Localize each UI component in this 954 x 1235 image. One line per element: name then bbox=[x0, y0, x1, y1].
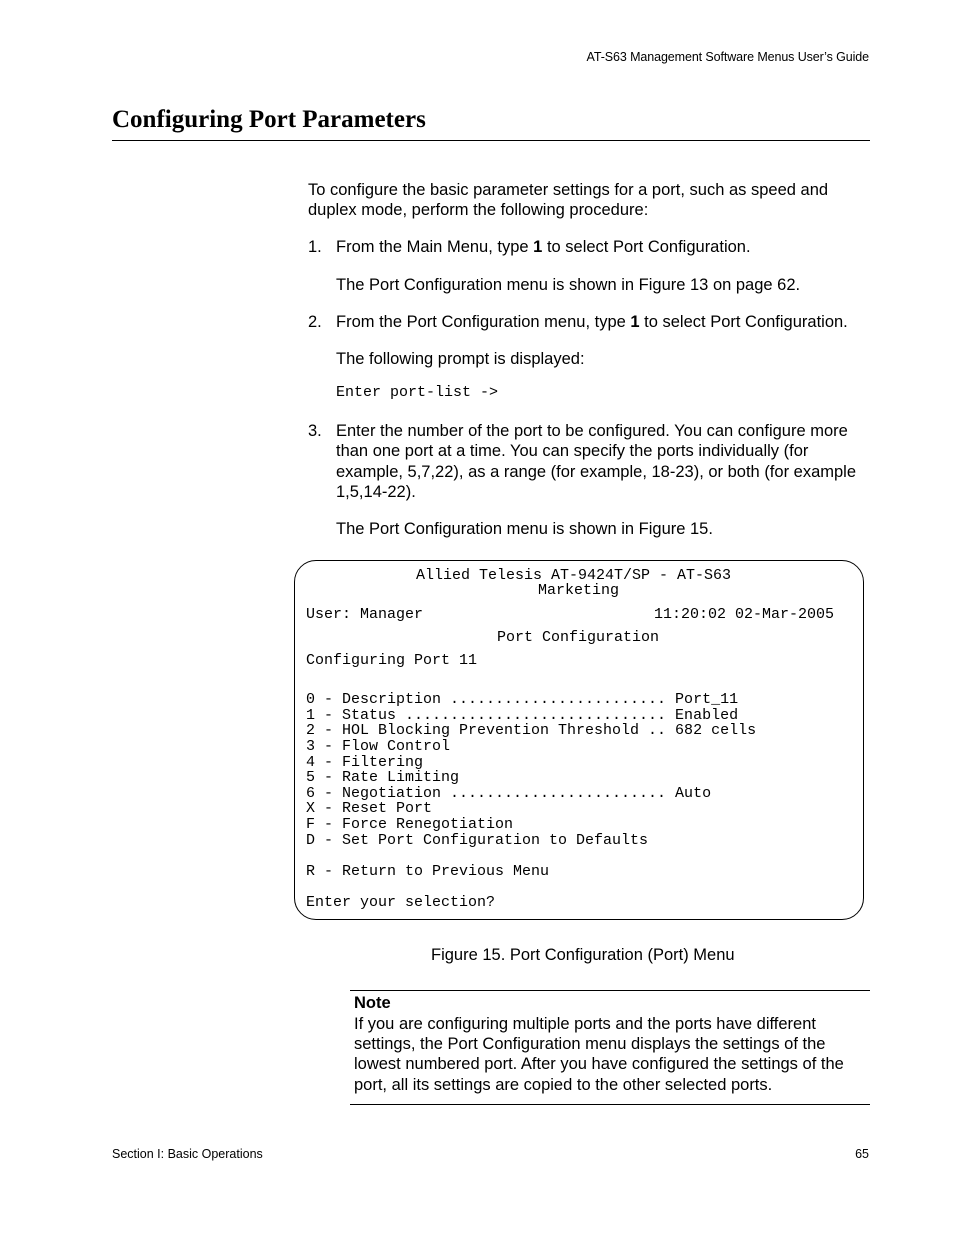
port-list-prompt: Enter port-list -> bbox=[336, 384, 499, 401]
screen-datetime: 11:20:02 02-Mar-2005 bbox=[654, 606, 835, 623]
intro-paragraph: To configure the basic parameter settings for a port, such as speed and duplex mode, perform the following procedure: bbox=[308, 181, 829, 220]
figure-caption: Figure 15. Port Configuration (Port) Menu bbox=[431, 946, 735, 964]
screen-title-line1: Allied Telesis AT-9424T/SP - AT-S63 bbox=[416, 567, 732, 584]
section-title: Configuring Port Parameters bbox=[112, 106, 426, 133]
note-top-rule bbox=[350, 990, 870, 991]
step-2-number: 2. bbox=[308, 313, 322, 331]
title-rule bbox=[112, 140, 870, 141]
screen-subtitle: Configuring Port 11 bbox=[306, 652, 478, 669]
menu-option-negotiation: 6 - Negotiation ........................ Auto bbox=[306, 785, 712, 802]
step-2-text: From the Port Configuration menu, type 1 to select Port Configuration. bbox=[336, 313, 848, 331]
screen-menu-title: Port Configuration bbox=[497, 629, 660, 646]
step-2-followup: The following prompt is displayed: bbox=[336, 350, 585, 368]
menu-option-return: R - Return to Previous Menu bbox=[306, 863, 550, 880]
screen-user: User: Manager bbox=[306, 606, 424, 623]
screen-title-line2: Marketing bbox=[538, 582, 620, 599]
step-3-followup: The Port Configuration menu is shown in Figure 15. bbox=[336, 520, 713, 538]
menu-option-set-defaults: D - Set Port Configuration to Defaults bbox=[306, 832, 649, 849]
note-heading: Note bbox=[354, 994, 391, 1012]
note-body: If you are configuring multiple ports and the ports have different settings, the Port Configuration menu displays the settings of the lowest numbered port. After you have configured the settings of the port, all its settings are copied to the other selected ports. bbox=[354, 1015, 844, 1094]
step-1-number: 1. bbox=[308, 238, 322, 256]
menu-option-filtering: 4 - Filtering bbox=[306, 754, 424, 771]
menu-option-reset-port: X - Reset Port bbox=[306, 800, 433, 817]
footer-section: Section I: Basic Operations bbox=[112, 1147, 263, 1161]
step-1-text: From the Main Menu, type 1 to select Port Configuration. bbox=[336, 238, 751, 256]
page-number: 65 bbox=[855, 1147, 869, 1161]
running-header: AT-S63 Management Software Menus User’s Guide bbox=[586, 50, 869, 64]
menu-option-description: 0 - Description ........................ Port_11 bbox=[306, 691, 739, 708]
note-bottom-rule bbox=[350, 1104, 870, 1105]
menu-option-status: 1 - Status ............................. Enabled bbox=[306, 707, 739, 724]
step-3-text: Enter the number of the port to be configured. You can configure more than one port at a time. You can specify the ports individually (for example, 5,7,22), as a range (for example, 18-23), or both (for example 1,5,14-22). bbox=[336, 422, 857, 501]
menu-option-force-renegotiation: F - Force Renegotiation bbox=[306, 816, 514, 833]
menu-option-rate-limiting: 5 - Rate Limiting bbox=[306, 769, 460, 786]
menu-option-flow-control: 3 - Flow Control bbox=[306, 738, 451, 755]
menu-option-hol-threshold: 2 - HOL Blocking Prevention Threshold .. 682 cells bbox=[306, 722, 757, 739]
screen-selection-prompt: Enter your selection? bbox=[306, 894, 496, 911]
step-1-followup: The Port Configuration menu is shown in Figure 13 on page 62. bbox=[336, 276, 801, 294]
step-3-number: 3. bbox=[308, 422, 322, 440]
